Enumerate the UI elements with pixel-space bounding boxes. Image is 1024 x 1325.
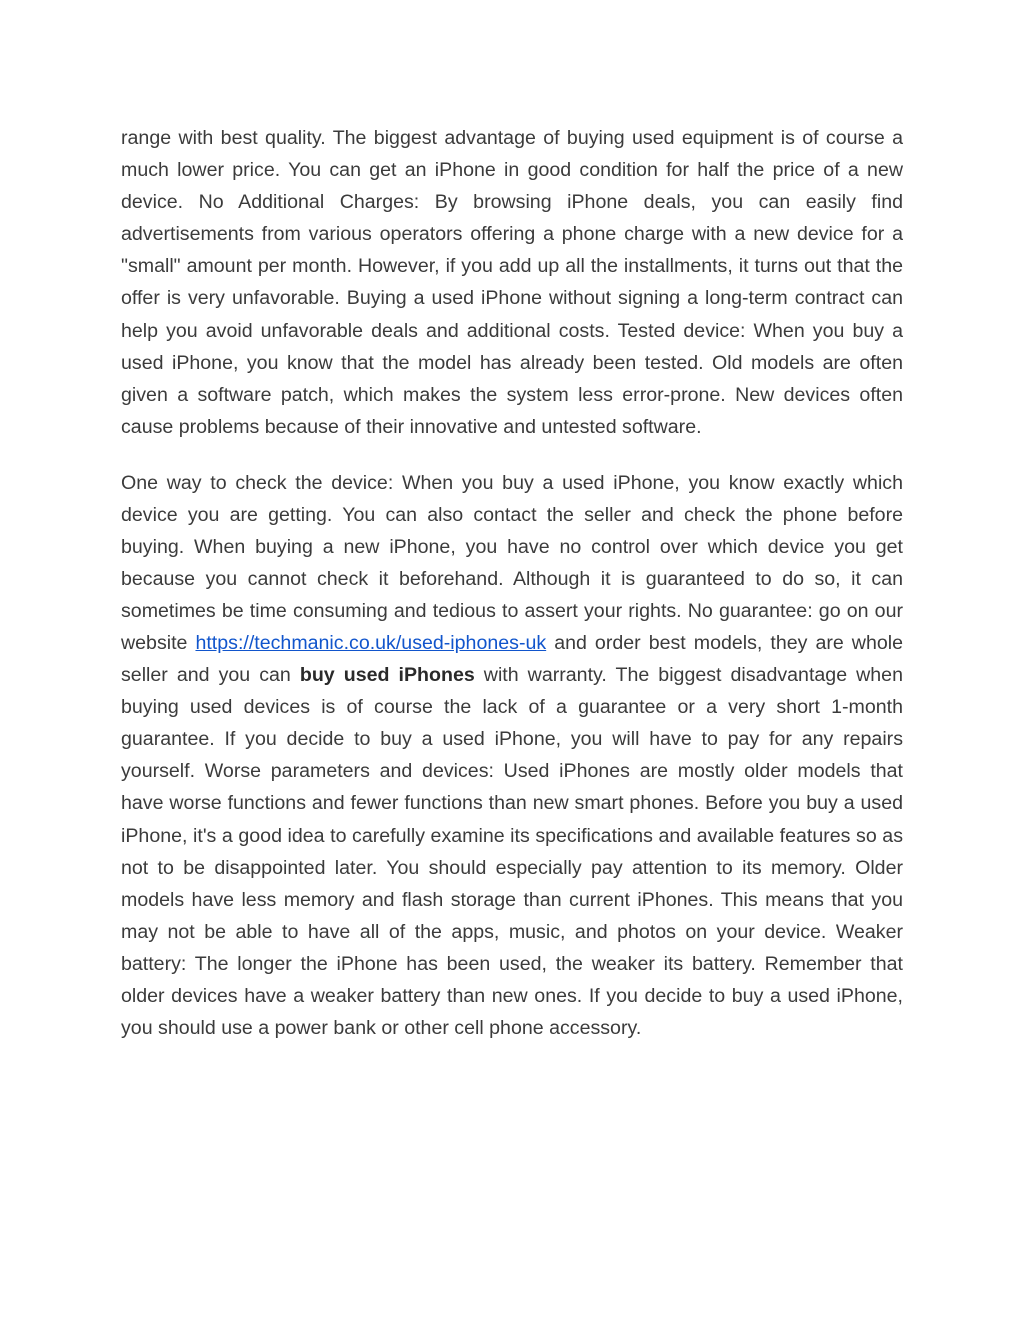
paragraph-2 (121, 467, 903, 1045)
techmanic-website-link[interactable]: https://techmanic.co.uk/used-iphones-uk (195, 632, 547, 654)
bold-keyword: buy used iPhones (299, 664, 475, 687)
paragraph-2-text-start: One way to check the device: When you buy a used iPhone, you know exactly which device you are getting. You can also contact the seller and check the phone before buying. When buying a new iPhone, you have no control over which device you get because you cannot check it beforehand. Although it is guaranteed to do so, it can sometimes be time consuming and tedious to assert your rights. No guarantee: go on our website (121, 471, 903, 654)
paragraph-2-text-middle: and order best models, they are whole seller and you can (121, 632, 903, 687)
paragraph-2-text-end: with warranty. The biggest disadvantage when buying used devices is of course the lack of a guarantee or a very short 1-month guarantee. If you decide to buy a used iPhone, you will have to pay for any repairs yourself. Worse parameters and devices: Used iPhones are mostly older models that have worse functions and fewer functions than new smart phones. Before you buy a used iPhone, it's a good idea to carefully examine its specifications and available features so as not to be disappointed later. You should especially pay attention to its memory. Older models have less memory and flash storage than current iPhones. This means that you may not be able to have all of the apps, music, and photos on your device. Weaker battery: The longer the iPhone has been used, the weaker its battery. Remember that older devices have a weaker battery than new ones. If you decide to buy a used iPhone, you should use a power bank or other cell phone accessory. (121, 664, 903, 1040)
paragraph-1: range with best quality. The biggest advantage of buying used equipment is of course a much lower price. You can get an iPhone in good condition for half the price of a new device. No Additional Charges: By browsing iPhone deals, you can easily find advertisements from various operators offering a phone charge with a new device for a "small" amount per month. However, if you add up all the installments, it turns out that the offer is very unfavorable. Buying a used iPhone without signing a long-term contract can help you avoid unfavorable deals and additional costs. Tested device: When you buy a used iPhone, you know that the model has already been tested. Old models are often given a software patch, which makes the system less error-prone. New devices often cause problems because of their innovative and untested software. (121, 127, 903, 438)
document-body (121, 122, 903, 1044)
